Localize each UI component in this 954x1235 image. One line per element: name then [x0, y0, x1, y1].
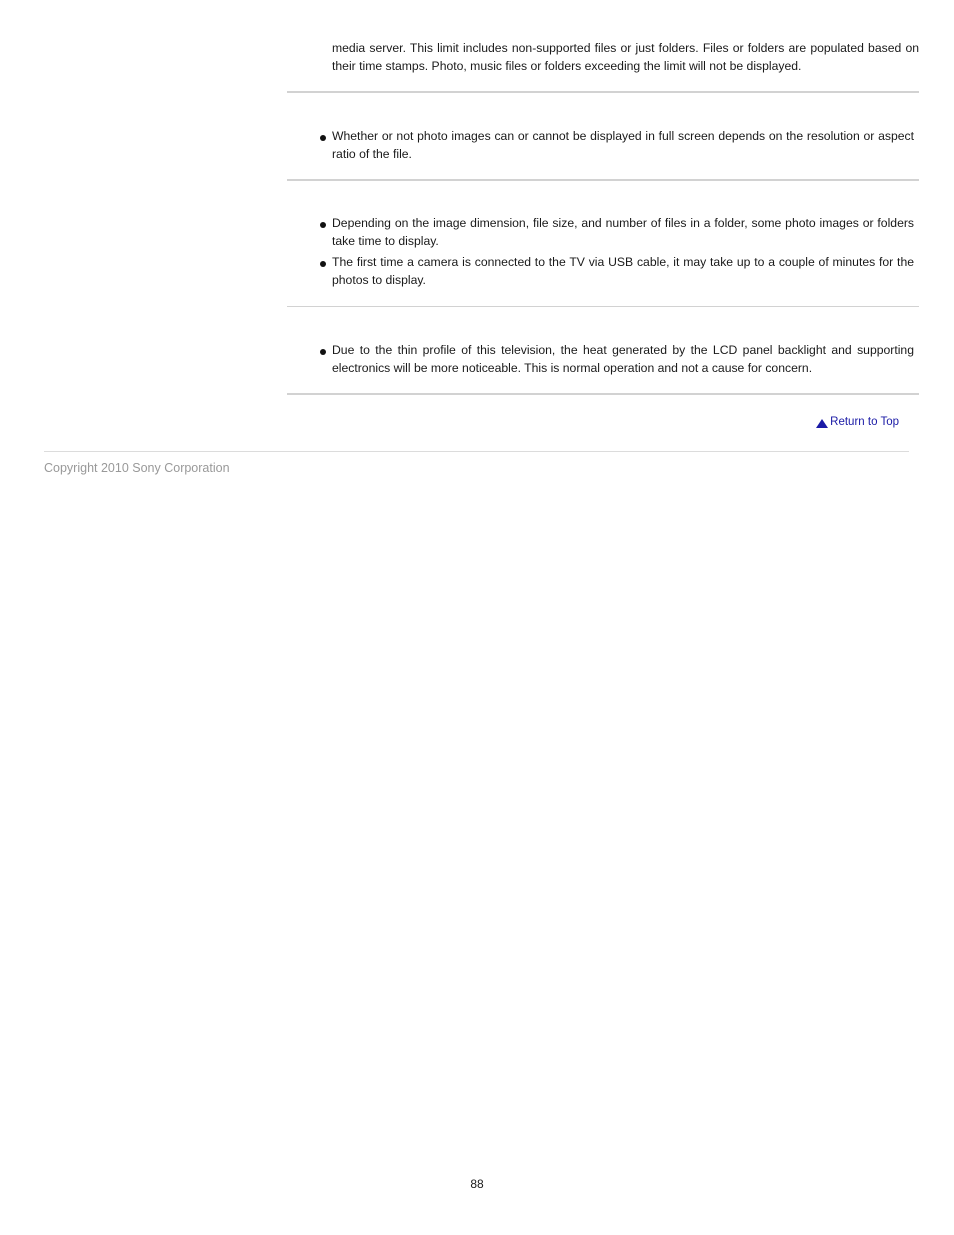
list-item [287, 254, 914, 289]
intro-paragraph: media server. This limit includes non-supported files or just folders. Files or folders are populated based on their time stamps. Photo, music files or folders exceeding the limit will not be displayed. [332, 41, 919, 73]
note-section-display [287, 91, 919, 179]
return-to-top-label: Return to Top [830, 416, 899, 428]
list-item-text: Depending on the image dimension, file size, and number of files in a folder, some photo images or folders take time to display. [332, 216, 914, 248]
return-to-top-link[interactable] [816, 416, 899, 428]
section-divider [287, 393, 919, 395]
triangle-up-icon [816, 419, 828, 428]
note-list [287, 93, 919, 163]
list-item [287, 342, 914, 377]
note-list [287, 181, 919, 289]
bullet-icon [320, 349, 326, 355]
main-content [287, 0, 919, 395]
list-item-text: The first time a camera is connected to the TV via USB cable, it may take up to a couple of minutes for the photos to display. [332, 255, 914, 287]
list-item-text: Whether or not photo images can or cannot be displayed in full screen depends on the resolution or aspect ratio of the file. [332, 129, 914, 161]
list-item [287, 128, 914, 163]
note-section-loading [287, 179, 919, 306]
bullet-icon [320, 222, 326, 228]
page-number: 88 [470, 1177, 484, 1191]
copyright-text: Copyright 2010 Sony Corporation [44, 461, 230, 475]
note-section-heat [287, 306, 919, 393]
bullet-icon [320, 261, 326, 267]
note-list [287, 307, 919, 377]
list-item [287, 215, 914, 250]
footer-divider [44, 451, 909, 452]
bullet-icon [320, 135, 326, 141]
list-item-text: Due to the thin profile of this television, the heat generated by the LCD panel backlight and supporting electronics will be more noticeable. This is normal operation and not a cause for concern. [332, 343, 914, 375]
